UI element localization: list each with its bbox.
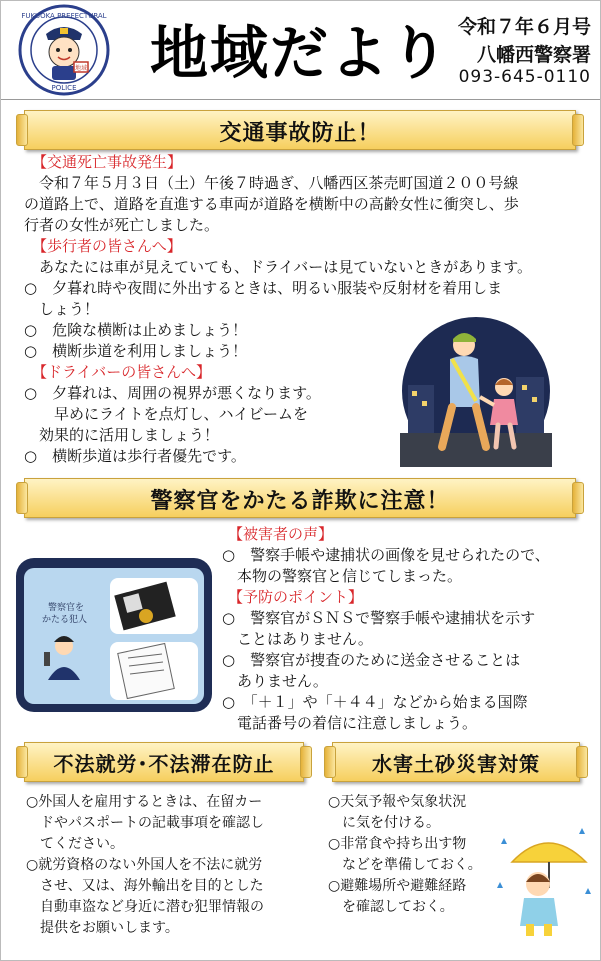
illegal-employment-heading: 不法就労･不法滞在防止: [53, 752, 275, 776]
fatal-accident-line-1: 令和７年５月３日（土）午後７時過ぎ、八幡西区茶売町国道２００号線: [24, 174, 519, 192]
issue-date: 令和７年６月号: [457, 16, 591, 38]
newsletter-header: [0, 0, 601, 100]
svg-text:FUKUOKA PREFECTURAL: FUKUOKA PREFECTURAL: [21, 12, 107, 20]
disaster-preparedness-heading: 水害土砂災害対策: [372, 752, 540, 776]
driver-line-3: 効果的に活用しましょう！: [24, 426, 220, 444]
svg-text:POLICE: POLICE: [51, 84, 77, 92]
umbrella-rain-illustration: [496, 818, 596, 938]
fatal-accident-line-2: の道路上で、道路を直進する車両が道路を横断中の高齢女性に衝突し、歩: [24, 195, 519, 213]
police-station-name: 八幡西警察署: [476, 44, 591, 66]
employment-line-4: ○就労資格のない外国人を不法に就労: [26, 857, 263, 873]
phone-number: 093-645-0110: [458, 67, 591, 87]
logo-badge-text: 地域: [74, 65, 88, 72]
disaster-preparedness-banner: [322, 742, 590, 782]
victim-voice-line-2: 本物の警察官と信じてしまった。: [222, 567, 463, 585]
pedestrian-line-3: しょう！: [24, 300, 100, 318]
prevention-subheading: 【予防のポイント】: [228, 588, 364, 606]
illus-caption-line-1: 警察官を: [48, 603, 85, 613]
night-walking-illustration: [400, 315, 552, 467]
employment-line-1: ○外国人を雇用するときは、在留カー: [26, 794, 263, 810]
pedestrian-line-2: ○ 夕暮れ時や夜間に外出するときは、明るい服装や反射材を着用しま: [24, 279, 503, 297]
employment-line-3: てください。: [26, 836, 124, 852]
pedestrian-line-4: ○ 危険な横断は止めましょう！: [24, 321, 248, 339]
fatal-accident-line-3: 行者の女性が死亡しました。: [24, 216, 220, 234]
disaster-line-4: などを準備しておく。: [328, 857, 482, 873]
disaster-line-1: ○天気予報や気象状況: [328, 794, 467, 810]
disaster-line-6: を確認しておく。: [328, 899, 454, 915]
fraud-warning-heading: 警察官をかたる詐欺に注意！: [150, 489, 450, 514]
driver-line-4: ○ 横断歩道は歩行者優先です。: [24, 447, 246, 465]
employment-line-2: ドやパスポートの記載事項を確認し: [26, 815, 264, 831]
employment-line-5: させ、又は、海外輸出を目的とした: [26, 878, 264, 894]
victim-voice-line-1: ○ 警察手帳や逮捕状の画像を見せられたので、: [222, 546, 550, 564]
traffic-safety-banner: [14, 110, 586, 150]
traffic-safety-heading: 交通事故防止！: [219, 121, 381, 146]
prevention-line-5: ○ 「＋１」や「＋４４」などから始まる国際: [222, 693, 528, 711]
employment-line-6: 自動車盗など身近に潜む犯罪情報の: [26, 899, 264, 915]
pedestrian-subheading: 【歩行者の皆さんへ】: [32, 237, 182, 255]
prevention-line-2: ことはありません。: [222, 630, 373, 648]
disaster-line-3: ○非常食や持ち出す物: [328, 836, 467, 852]
driver-line-2: 早めにライトを点灯し、ハイビームを: [24, 405, 308, 423]
pedestrian-line-5: ○ 横断歩道を利用しましょう！: [24, 342, 248, 360]
driver-line-1: ○ 夕暮れは、周囲の視界が悪くなります。: [24, 384, 321, 402]
pedestrian-line-1: あなたには車が見えていても、ドライバーは見ていないときがあります。: [24, 258, 533, 276]
fake-police-phone-illustration: [14, 556, 214, 714]
newsletter-title: 地域だより: [150, 19, 451, 87]
disaster-line-5: ○避難場所や避難経路: [328, 878, 467, 894]
illegal-employment-banner: [14, 742, 314, 782]
prevention-line-6: 電話番号の着信に注意しましょう。: [222, 714, 478, 732]
employment-line-7: 提供をお願いします。: [26, 920, 179, 936]
prevention-line-3: ○ 警察官が捜査のために送金させることは: [222, 651, 521, 669]
prevention-line-1: ○ 警察官がＳＮＳで警察手帳や逮捕状を示す: [222, 609, 536, 627]
police-mascot-logo: [14, 4, 114, 96]
illus-caption-line-2: かたる犯人: [42, 615, 88, 625]
disaster-line-2: に気を付ける。: [328, 815, 440, 831]
driver-subheading: 【ドライバーの皆さんへ】: [32, 363, 211, 381]
prevention-line-4: ありません。: [222, 672, 328, 690]
fatal-accident-subheading: 【交通死亡事故発生】: [32, 153, 183, 171]
fraud-warning-banner: [14, 478, 586, 518]
victim-voice-subheading: 【被害者の声】: [228, 525, 334, 543]
